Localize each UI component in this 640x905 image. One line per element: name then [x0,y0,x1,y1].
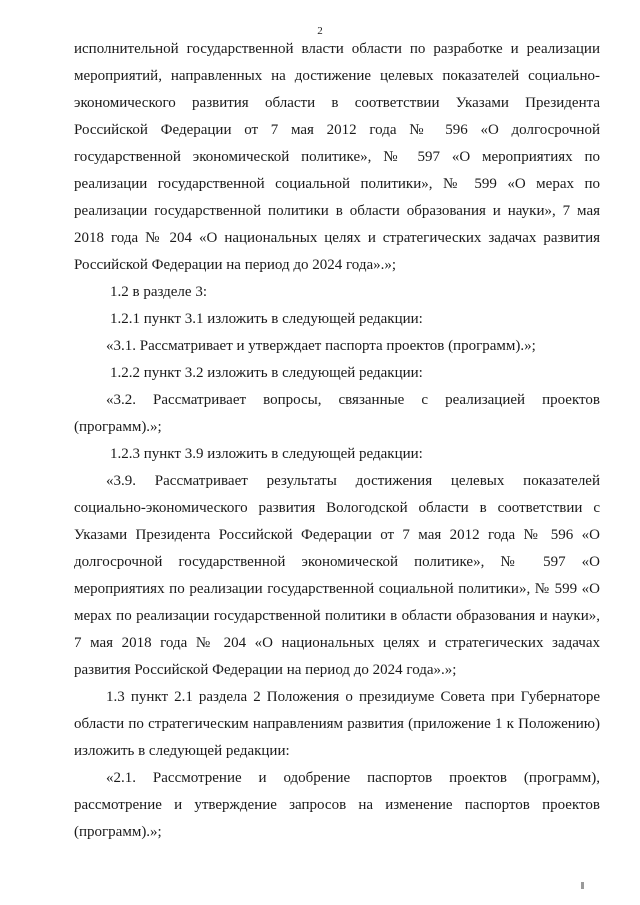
paragraph-item-1-2-2: 1.2.2 пункт 3.2 изложить в следующей редакции: [110,365,423,381]
paragraph-quote-3-2: «3.2. Рассматривает вопросы, связанные с реализацией проектов (программ).»; [74,392,600,435]
page-number: 2 [317,25,323,37]
paragraph-quote-2-1: «2.1. Рассмотрение и одобрение паспортов проектов (программ), рассмотрение и утверждение запросов на изменение паспортов проектов (программ).»; [74,770,600,840]
paragraph-item-1-3: 1.3 пункт 2.1 раздела 2 Положения о президиуме Совета при Губернаторе области по стратегическим направлениям развития (приложение 1 к Положению) изложить в следующей редакции: [74,689,600,759]
scan-mark [581,882,584,889]
paragraph-quote-3-1: «3.1. Рассматривает и утверждает паспорта проектов (программ).»; [106,338,536,354]
paragraph-item-1-2-3: 1.2.3 пункт 3.9 изложить в следующей редакции: [110,446,423,462]
paragraph-item-1-2: 1.2 в разделе 3: [110,284,207,300]
document-body [74,36,600,846]
paragraph-quote-3-9: «3.9. Рассматривает результаты достижения целевых показателей социально-экономического развития Вологодской области в соответствии с Указами Президента Российской Федерации от 7 мая 2012 года № 596 «О долгосрочной государственной экономической политике», № 597 «О мероприятиях по реализации государственной социальной политики», № 599 «О мерах по реализации государственной политики в области образования и науки», 7 мая 2018 года № 204 «О национальных целях и стратегических задачах развития Российской Федерации на период до 2024 года».»; [74,473,600,678]
paragraph-item-1-2-1: 1.2.1 пункт 3.1 изложить в следующей редакции: [110,311,423,327]
paragraph-continuation: исполнительной государственной власти области по разработке и реализации мероприятий, направленных на достижение целевых показателей социально-экономического развития области в соответствии Указами Президента Российской Федерации от 7 мая 2012 года № 596 «О долгосрочной государственной экономической политике», № 597 «О мероприятиях по реализации государственной социальной политики», № 599 «О мерах по реализации государственной политики в области образования и науки», 7 мая 2018 года № 204 «О национальных целях и стратегических задачах развития Российской Федерации на период до 2024 года».»; [74,41,600,273]
